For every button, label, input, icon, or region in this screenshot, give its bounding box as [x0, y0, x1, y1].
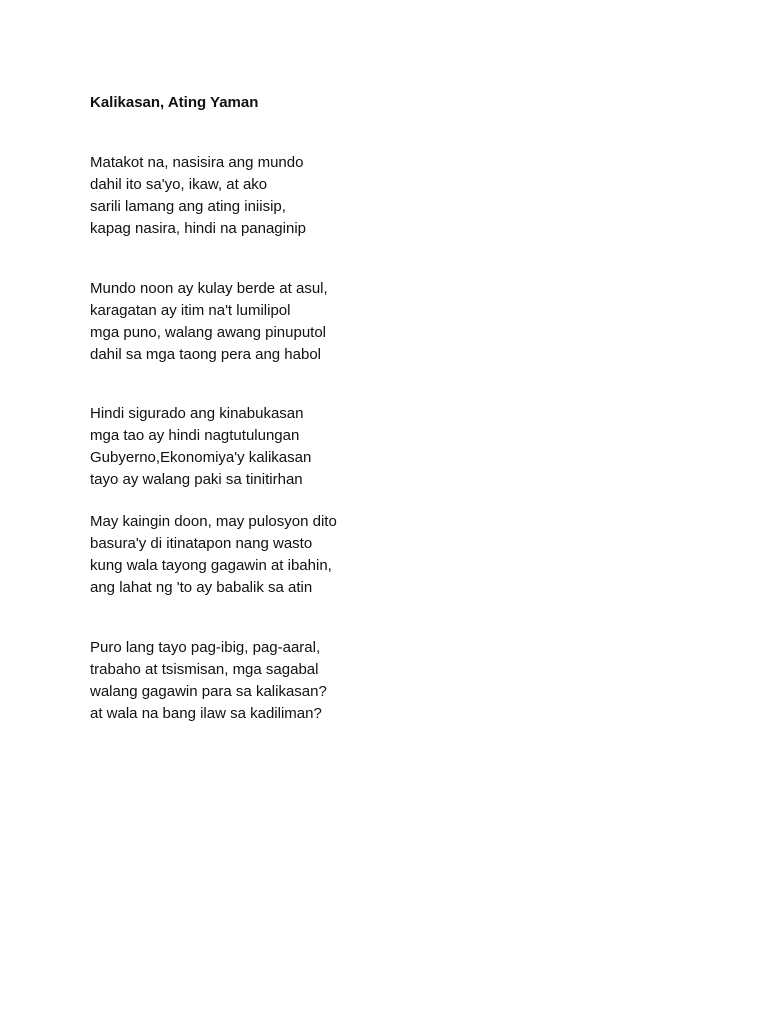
- poem-line: trabaho at tsismisan, mga sagabal: [90, 661, 319, 678]
- poem-line: at wala na bang ilaw sa kadiliman?: [90, 705, 322, 722]
- poem-line: mga puno, walang awang pinuputol: [90, 324, 327, 341]
- poem-line: karagatan ay itim na't lumilipol: [90, 302, 291, 319]
- stanza-4: [90, 511, 337, 599]
- poem-line: walang gagawin para sa kalikasan?: [90, 683, 327, 700]
- poem-line: dahil sa mga taong pera ang habol: [90, 346, 322, 363]
- poem-line: tayo ay walang paki sa tinitirhan: [90, 471, 303, 488]
- poem-line: Hindi sigurado ang kinabukasan: [90, 405, 304, 422]
- poem-line: Matakot na, nasisira ang mundo: [90, 154, 304, 171]
- poem-line: ang lahat ng 'to ay babalik sa atin: [90, 579, 313, 596]
- poem-line: Puro lang tayo pag-ibig, pag-aaral,: [90, 639, 321, 656]
- poem-line: kung wala tayong gagawin at ibahin,: [90, 557, 332, 574]
- stanza-3: [90, 403, 311, 491]
- poem-line: dahil ito sa'yo, ikaw, at ako: [90, 176, 268, 193]
- poem-line: kapag nasira, hindi na panaginip: [90, 220, 306, 237]
- poem-line: May kaingin doon, may pulosyon dito: [90, 513, 337, 530]
- poem-line: sarili lamang ang ating iniisip,: [90, 198, 286, 215]
- poem-line: basura'y di itinatapon nang wasto: [90, 535, 313, 552]
- poem-line: Gubyerno,Ekonomiya'y kalikasan: [90, 449, 312, 466]
- poem-line: mga tao ay hindi nagtutulungan: [90, 427, 300, 444]
- stanza-5: [90, 637, 327, 725]
- poem-title: Kalikasan, Ating Yaman: [90, 94, 259, 111]
- stanza-1: [90, 152, 306, 240]
- poem-line: Mundo noon ay kulay berde at asul,: [90, 280, 328, 297]
- stanza-2: [90, 278, 328, 366]
